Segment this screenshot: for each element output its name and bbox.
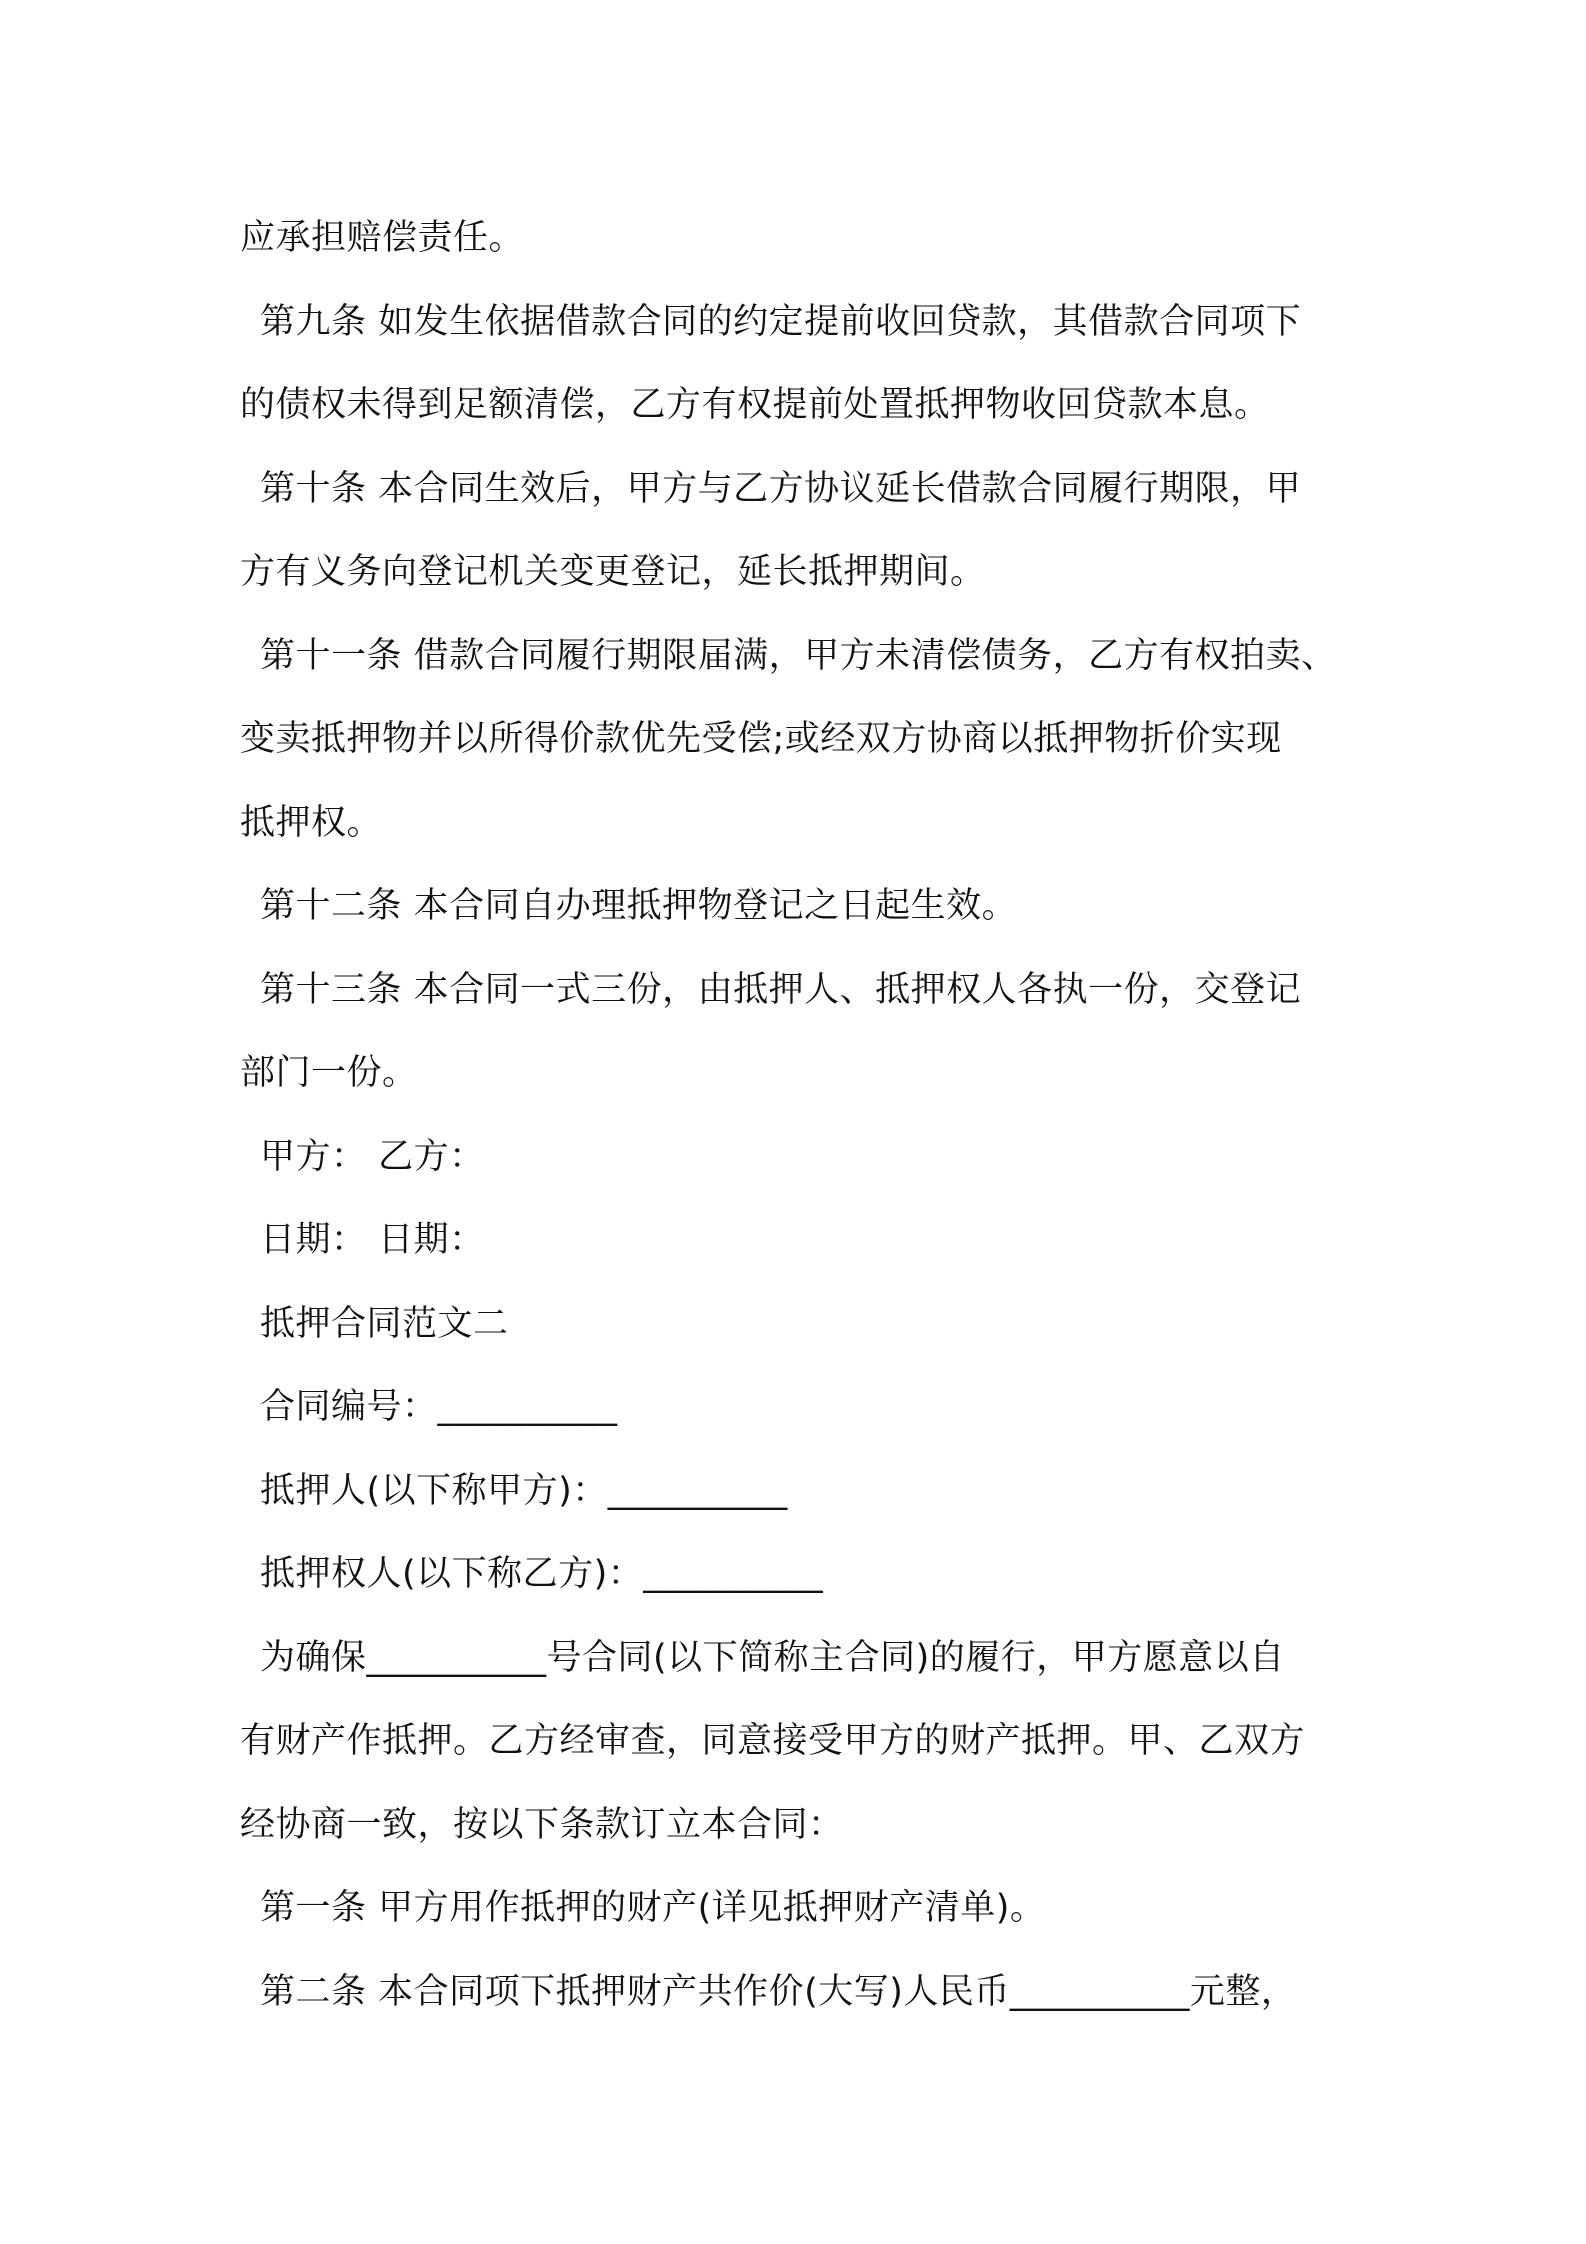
mortgagee-line: 抵押权人(以下称乙方)：__________	[260, 1554, 824, 1594]
contract-number-line: 合同编号：__________	[260, 1387, 618, 1427]
text-line-1: 应承担赔偿责任。	[240, 218, 525, 258]
article-11-line-2: 变卖抵押物并以所得价款优先受偿;或经双方协商以抵押物折价实现	[240, 719, 1282, 759]
document-body	[240, 197, 1360, 2034]
article-2-line: 第二条 本合同项下抵押财产共作价(大写)人民币__________元整，	[260, 1971, 1297, 2012]
preamble-line-3: 经协商一致，按以下条款订立本合同：	[240, 1804, 844, 1845]
article-11-line-1: 第十一条 借款合同履行期限届满，甲方未清偿债务，乙方有权拍卖、	[260, 635, 1337, 676]
article-12-line: 第十二条 本合同自办理抵押物登记之日起生效。	[260, 886, 1018, 926]
article-11-line-3: 抵押权。	[240, 802, 383, 843]
article-10-line-1: 第十条 本合同生效后，甲方与乙方协议延长借款合同履行期限，甲	[260, 468, 1302, 509]
article-9-line-1: 第九条 如发生依据借款合同的约定提前收回贷款，其借款合同项下	[260, 301, 1302, 342]
article-13-line-2: 部门一份。	[240, 1053, 418, 1093]
section-title: 抵押合同范文二	[260, 1303, 509, 1344]
signature-dates-line: 日期： 日期：	[260, 1220, 485, 1260]
preamble-line-2: 有财产作抵押。乙方经审查，同意接受甲方的财产抵押。甲、乙双方	[240, 1721, 1306, 1761]
mortgagor-line: 抵押人(以下称甲方)：__________	[260, 1470, 788, 1511]
article-1-line: 第一条 甲方用作抵押的财产(详见抵押财产清单)。	[260, 1888, 1046, 1928]
article-9-line-2: 的债权未得到足额清偿，乙方有权提前处置抵押物收回贷款本息。	[240, 385, 1270, 425]
article-10-line-2: 方有义务向登记机关变更登记，延长抵押期间。	[240, 552, 986, 592]
preamble-line-1: 为确保__________号合同(以下简称主合同)的履行，甲方愿意以自	[260, 1637, 1285, 1678]
article-13-line-1: 第十三条 本合同一式三份，由抵押人、抵押权人各执一份，交登记	[260, 969, 1302, 1010]
signature-parties-line: 甲方： 乙方：	[260, 1136, 485, 1177]
